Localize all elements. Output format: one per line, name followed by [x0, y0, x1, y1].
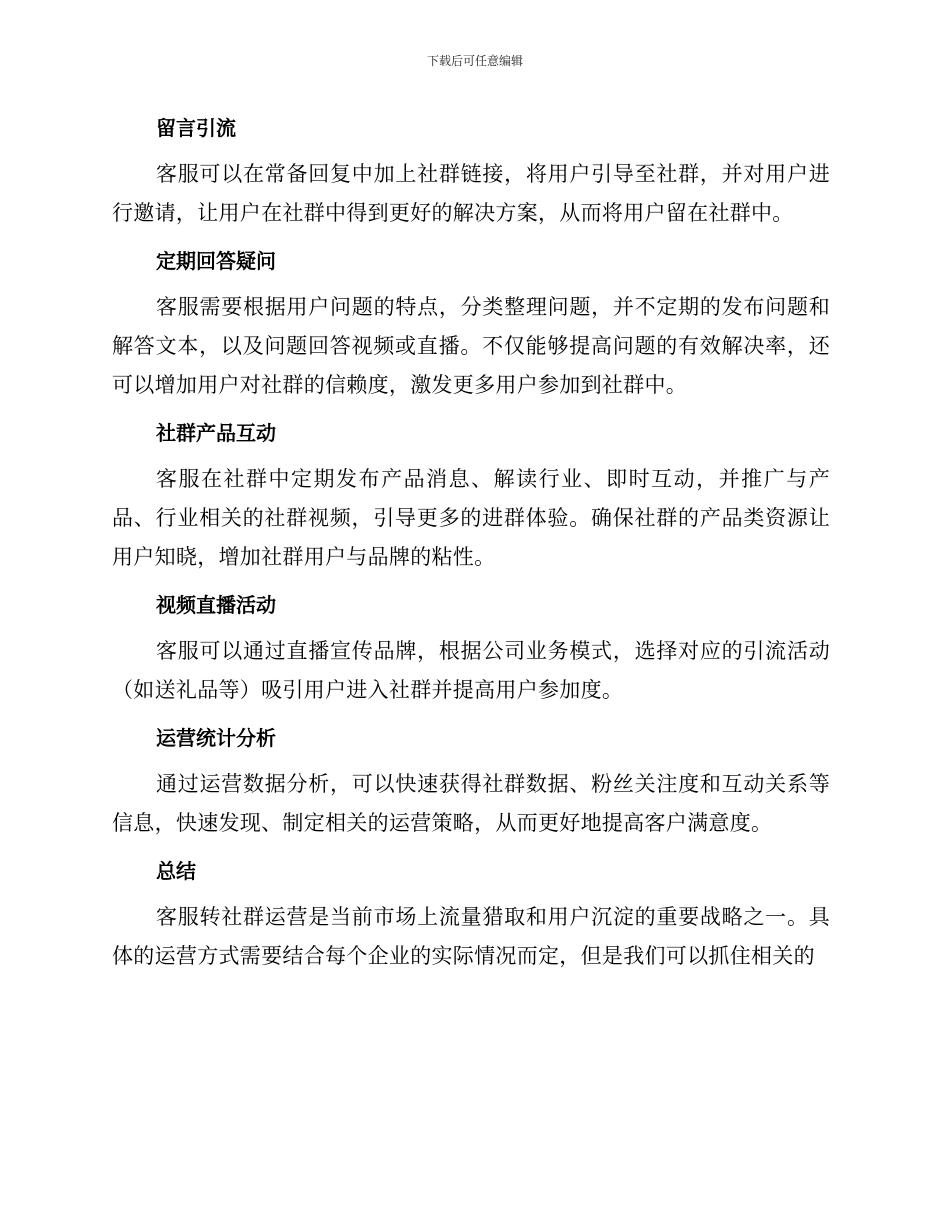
document-body: [112, 110, 830, 986]
section-product-interaction: [112, 415, 830, 577]
section-heading: 总结: [156, 859, 196, 883]
section-paragraph: 通过运营数据分析，可以快速获得社群数据、粉丝关注度和互动关系等信息，快速发现、制定相关的运营策略，从而更好地提高客户满意度。: [112, 772, 830, 835]
section-comment-traffic: [112, 110, 830, 233]
page-header: 下载后可任意编辑: [426, 54, 523, 68]
section-paragraph: 客服可以在常备回复中加上社群链接，将用户引导至社群，并对用户进行邀请，让用户在社群中得到更好的解决方案，从而将用户留在社群中。: [112, 162, 830, 225]
section-heading: 留言引流: [156, 116, 236, 140]
section-heading: 视频直播活动: [156, 593, 276, 617]
section-paragraph: 客服可以通过直播宣传品牌，根据公司业务模式，选择对应的引流活动（如送礼品等）吸引用户进入社群并提高用户参加度。: [112, 639, 830, 702]
section-live-video: [112, 587, 830, 710]
section-heading: 定期回答疑问: [156, 249, 276, 273]
section-statistics: [112, 720, 830, 843]
section-regular-qa: [112, 243, 830, 405]
section-summary: [112, 853, 830, 976]
section-heading: 社群产品互动: [156, 421, 276, 445]
section-paragraph: 客服在社群中定期发布产品消息、解读行业、即时互动，并推广与产品、行业相关的社群视频，引导更多的进群体验。确保社群的产品类资源让用户知晓，增加社群用户与品牌的粘性。: [112, 467, 830, 569]
section-paragraph: 客服转社群运营是当前市场上流量猎取和用户沉淀的重要战略之一。具体的运营方式需要结合每个企业的实际情况而定，但是我们可以抓住相关的: [112, 905, 830, 968]
section-heading: 运营统计分析: [156, 726, 276, 750]
section-paragraph: 客服需要根据用户问题的特点，分类整理问题，并不定期的发布问题和解答文本，以及问题回答视频或直播。不仅能够提高问题的有效解决率，还可以增加用户对社群的信赖度，激发更多用户参加到社群中。: [112, 295, 830, 397]
